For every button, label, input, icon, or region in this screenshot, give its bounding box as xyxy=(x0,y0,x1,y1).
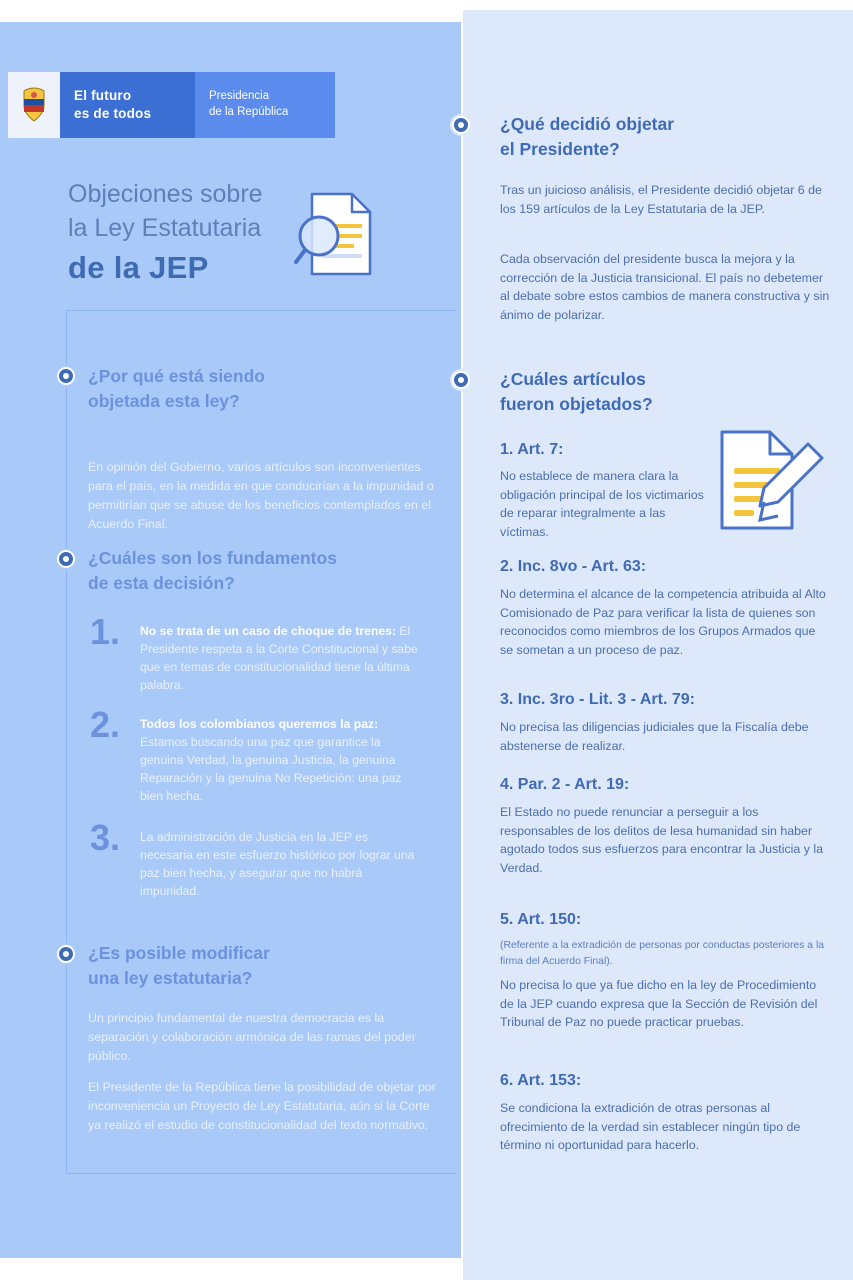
left-item-1-number: 1. xyxy=(90,611,121,652)
bullet-marker-right-1 xyxy=(452,116,470,134)
bullet-marker-left-2 xyxy=(57,550,75,568)
bullet-marker-left-3 xyxy=(57,945,75,963)
left-item-2-lead: Todos los colombianos queremos la paz: xyxy=(140,717,379,731)
logo-futuro-block xyxy=(60,72,195,138)
left-question-3-line1: ¿Es posible modificar xyxy=(88,943,270,963)
coat-of-arms-icon xyxy=(8,72,60,138)
left-item-1-body: El Presidente respeta a la Corte Constitucional y sabe que en temas de constitucionalidad tiene la última palabra. xyxy=(140,624,418,693)
document-pencil-icon xyxy=(712,424,832,542)
left-item-3-text xyxy=(140,828,420,900)
left-numbered-item-2 xyxy=(90,704,420,805)
right-question-2-line2: fueron objetados? xyxy=(500,393,653,414)
left-question-3-line2: una ley estatutaria? xyxy=(88,967,253,988)
article-2-body: No determina el alcance de la competencia atribuida al Alto Comisionado de Paz para verificar la lista de quienes son reconocidos como miembros de los Grupos Armados que se sometan a un proceso de paz. xyxy=(500,587,826,657)
left-question-1-heading xyxy=(88,364,448,414)
government-logo xyxy=(8,72,335,138)
left-item-1-text xyxy=(140,622,420,694)
left-item-2-number: 2. xyxy=(90,704,121,745)
article-5-note: (Referente a la extradición de personas por conductas posteriores a la firma del Acuerdo Final). xyxy=(500,940,825,967)
bullet-marker-left-1 xyxy=(57,367,75,385)
right-question-1-body-2: Cada observación del presidente busca la mejora y la corrección de la Justicia transicional. El país no debetemer al debate sobre estos cambios de manera constructiva y sin ánimo de polarizar. xyxy=(500,252,830,322)
logo-presidencia-line1: Presidencia xyxy=(209,90,270,103)
article-6-title: 6. Art. 153: xyxy=(500,1072,582,1089)
article-2-title: 2. Inc. 8vo - Art. 63: xyxy=(500,558,647,575)
article-6-body: Se condiciona la extradición de otras personas al ofrecimiento de la verdad sin establecer ningún tipo de término ni oportunidad para hacerlo. xyxy=(500,1101,801,1153)
left-bottom-margin xyxy=(0,1258,462,1280)
right-question-2-heading xyxy=(500,367,830,417)
left-item-3-body: La administración de Justicia en la JEP es necesaria en este esfuerzo histórico por lograr una paz bien hecha, y asegurar que no habrá impunidad. xyxy=(140,830,415,899)
left-question-3-body-1: Un principio fundamental de nuestra democracia es la separación y colaboración armónica de las ramas del poder público. xyxy=(88,1011,416,1063)
article-1-body: No establece de manera clara la obligación principal de los victimarios de reparar integralmente a las víctimas. xyxy=(500,469,704,539)
right-question-1-line2: el Presidente? xyxy=(500,138,620,159)
left-question-1-body: En opinión del Gobierno, varios artículos son inconvenientes para el país, en la medida en que conducirían a la impunidad o permitirían que se abuse de los beneficios contemplados en el Acuerdo Final. xyxy=(88,460,434,531)
article-4-title: 4. Par. 2 - Art. 19: xyxy=(500,776,630,793)
left-question-3-heading xyxy=(88,941,448,991)
right-question-1-line1: ¿Qué decidió objetar xyxy=(500,114,675,134)
left-question-1-line2: objetada esta ley? xyxy=(88,390,240,411)
right-question-1-body-1: Tras un juicioso análisis, el Presidente decidió objetar 6 de los 159 artículos de la Ley Estatutaria de la JEP. xyxy=(500,183,822,216)
article-5-title: 5. Art. 150: xyxy=(500,911,582,928)
left-question-2-line2: de esta decisión? xyxy=(88,572,235,593)
left-item-2-body: Estamos buscando una paz que garantice la genuina Verdad, la genuina Justicia, la genuina Reparación y la genuina No Repetición: una paz bien hecha. xyxy=(140,735,402,804)
left-item-1-lead: No se trata de un caso de choque de trenes: xyxy=(140,624,397,638)
left-question-3-body-2: El Presidente de la República tiene la posibilidad de objetar por inconveniencia un Proyecto de Ley Estatutaria, aún si la Corte ya realizó el estudio de constitucionalidad del texto normativo. xyxy=(88,1080,436,1132)
left-question-2-heading xyxy=(88,546,448,596)
right-top-margin xyxy=(462,0,853,10)
column-divider xyxy=(461,0,463,1280)
page-title xyxy=(68,178,328,289)
article-5-body: No precisa lo que ya fue dicho en la ley de Procedimiento de la JEP cuando expresa que la Sección de Revisión del Tribunal de Paz no puede practicar pruebas. xyxy=(500,978,818,1030)
logo-futuro-line2: es de todos xyxy=(74,106,152,121)
article-3-body: No precisa las diligencias judiciales que la Fiscalía debe abstenerse de realizar. xyxy=(500,720,809,753)
right-question-1-heading xyxy=(500,112,830,162)
title-line-3: de la JEP xyxy=(68,250,209,285)
article-1-title: 1. Art. 7: xyxy=(500,441,564,458)
left-question-1-line1: ¿Por qué está siendo xyxy=(88,366,265,386)
article-4-body: El Estado no puede renunciar a perseguir a los responsables de los delitos de lesa humanidad sin haber agotado todos sus esfuerzos para encontrar la Justicia y la Verdad. xyxy=(500,805,824,875)
left-numbered-item-3 xyxy=(90,817,420,900)
left-numbered-item-1 xyxy=(90,611,420,694)
title-line-1: Objeciones sobre xyxy=(68,180,263,208)
logo-presidencia-block xyxy=(195,72,335,138)
bullet-marker-right-2 xyxy=(452,371,470,389)
article-3-title: 3. Inc. 3ro - Lit. 3 - Art. 79: xyxy=(500,691,695,708)
logo-futuro-line1: El futuro xyxy=(74,88,132,104)
right-question-2-line1: ¿Cuáles artículos xyxy=(500,369,646,389)
left-item-2-text xyxy=(140,715,420,805)
left-top-margin xyxy=(0,0,462,22)
left-item-3-number: 3. xyxy=(90,817,121,858)
logo-presidencia-line2: de la República xyxy=(209,106,289,118)
left-question-2-line1: ¿Cuáles son los fundamentos xyxy=(88,548,337,568)
document-magnifier-icon xyxy=(292,188,384,284)
title-line-2: la Ley Estatutaria xyxy=(68,213,262,242)
